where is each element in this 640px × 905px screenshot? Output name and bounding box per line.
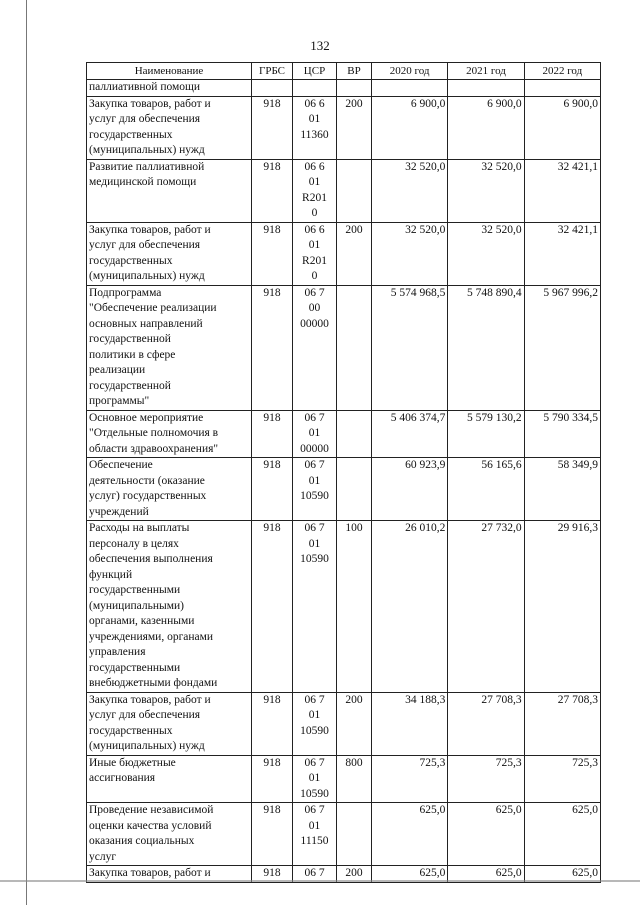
cell-2022: 5 790 334,5 xyxy=(524,410,600,458)
cell-grbs: 918 xyxy=(252,803,293,866)
cell-vr xyxy=(337,285,372,410)
cell-2022: 725,3 xyxy=(524,755,600,803)
cell-2020: 6 900,0 xyxy=(372,96,448,159)
cell-2021 xyxy=(448,80,524,97)
cell-vr xyxy=(337,458,372,521)
cell-vr xyxy=(337,80,372,97)
cell-2020: 625,0 xyxy=(372,803,448,866)
cell-grbs: 918 xyxy=(252,96,293,159)
cell-csr: 06 7 01 11150 xyxy=(293,803,337,866)
cell-grbs: 918 xyxy=(252,692,293,755)
cell-name: Подпрограмма "Обеспечение реализации основных направлений государственной политики в сфере реализации государственной программы" xyxy=(87,285,252,410)
cell-2022: 32 421,1 xyxy=(524,159,600,222)
cell-vr: 200 xyxy=(337,96,372,159)
cell-2021: 625,0 xyxy=(448,803,524,866)
cell-2022: 32 421,1 xyxy=(524,222,600,285)
cell-name: Обеспечение деятельности (оказание услуг) государственных учреждений xyxy=(87,458,252,521)
cell-grbs: 918 xyxy=(252,458,293,521)
cell-2020: 32 520,0 xyxy=(372,222,448,285)
cell-2020: 32 520,0 xyxy=(372,159,448,222)
cell-csr: 06 7 01 10590 xyxy=(293,755,337,803)
table-row xyxy=(87,755,601,803)
table-row xyxy=(87,222,601,285)
cell-2022: 5 967 996,2 xyxy=(524,285,600,410)
cell-2022 xyxy=(524,80,600,97)
cell-csr: 06 7 01 00000 xyxy=(293,410,337,458)
cell-2020: 26 010,2 xyxy=(372,521,448,693)
cell-csr: 06 7 01 10590 xyxy=(293,521,337,693)
cell-2021: 56 165,6 xyxy=(448,458,524,521)
cell-csr: 06 7 00 00000 xyxy=(293,285,337,410)
cell-2022: 625,0 xyxy=(524,866,600,883)
cell-name: Закупка товаров, работ и xyxy=(87,866,252,883)
scan-edge-line xyxy=(26,0,27,905)
cell-name: паллиативной помощи xyxy=(87,80,252,97)
cell-2022: 27 708,3 xyxy=(524,692,600,755)
cell-2021: 725,3 xyxy=(448,755,524,803)
cell-name: Развитие паллиативной медицинской помощи xyxy=(87,159,252,222)
cell-2021: 27 732,0 xyxy=(448,521,524,693)
cell-csr: 06 7 xyxy=(293,866,337,883)
cell-name: Закупка товаров, работ и услуг для обеспечения государственных (муниципальных) нужд xyxy=(87,692,252,755)
cell-name: Иные бюджетные ассигнования xyxy=(87,755,252,803)
cell-name: Расходы на выплаты персоналу в целях обеспечения выполнения функций государственными (муниципальными) органами, казенными учреждениями, органами управления государственными внебюджетными фондами xyxy=(87,521,252,693)
cell-2022: 58 349,9 xyxy=(524,458,600,521)
cell-2021: 6 900,0 xyxy=(448,96,524,159)
cell-csr: 06 6 01 11360 xyxy=(293,96,337,159)
cell-vr: 200 xyxy=(337,866,372,883)
table-row xyxy=(87,458,601,521)
cell-2020: 34 188,3 xyxy=(372,692,448,755)
table-row xyxy=(87,80,601,97)
table-row xyxy=(87,692,601,755)
cell-name: Закупка товаров, работ и услуг для обеспечения государственных (муниципальных) нужд xyxy=(87,222,252,285)
cell-vr: 200 xyxy=(337,222,372,285)
table-row xyxy=(87,96,601,159)
cell-grbs: 918 xyxy=(252,410,293,458)
cell-2021: 5 748 890,4 xyxy=(448,285,524,410)
cell-grbs: 918 xyxy=(252,159,293,222)
table-row xyxy=(87,159,601,222)
cell-csr: 06 7 01 10590 xyxy=(293,692,337,755)
cell-name: Основное мероприятие "Отдельные полномочия в области здравоохранения" xyxy=(87,410,252,458)
table-header xyxy=(87,63,601,80)
header-2020: 2020 год xyxy=(372,63,448,80)
cell-grbs: 918 xyxy=(252,222,293,285)
header-grbs: ГРБС xyxy=(252,63,293,80)
table-row xyxy=(87,410,601,458)
cell-2022: 6 900,0 xyxy=(524,96,600,159)
cell-2020: 625,0 xyxy=(372,866,448,883)
table-body xyxy=(87,80,601,883)
cell-grbs xyxy=(252,80,293,97)
cell-2020 xyxy=(372,80,448,97)
cell-grbs: 918 xyxy=(252,285,293,410)
table-row xyxy=(87,521,601,693)
cell-name: Проведение независимой оценки качества условий оказания социальных услуг xyxy=(87,803,252,866)
cell-vr xyxy=(337,159,372,222)
budget-table xyxy=(86,62,601,883)
cell-csr xyxy=(293,80,337,97)
cell-2021: 32 520,0 xyxy=(448,159,524,222)
cell-csr: 06 6 01 R201 0 xyxy=(293,222,337,285)
cell-2022: 29 916,3 xyxy=(524,521,600,693)
header-2021: 2021 год xyxy=(448,63,524,80)
cell-csr: 06 6 01 R201 0 xyxy=(293,159,337,222)
header-2022: 2022 год xyxy=(524,63,600,80)
scan-bottom-edge xyxy=(0,880,640,882)
cell-2022: 625,0 xyxy=(524,803,600,866)
cell-vr xyxy=(337,803,372,866)
cell-2021: 5 579 130,2 xyxy=(448,410,524,458)
table-row xyxy=(87,285,601,410)
page-number: 132 xyxy=(310,38,330,53)
header-csr: ЦСР xyxy=(293,63,337,80)
cell-vr: 200 xyxy=(337,692,372,755)
cell-2021: 625,0 xyxy=(448,866,524,883)
cell-csr: 06 7 01 10590 xyxy=(293,458,337,521)
cell-vr xyxy=(337,410,372,458)
header-vr: ВР xyxy=(337,63,372,80)
cell-2021: 27 708,3 xyxy=(448,692,524,755)
cell-2020: 5 406 374,7 xyxy=(372,410,448,458)
cell-2021: 32 520,0 xyxy=(448,222,524,285)
cell-name: Закупка товаров, работ и услуг для обеспечения государственных (муниципальных) нужд xyxy=(87,96,252,159)
cell-2020: 5 574 968,5 xyxy=(372,285,448,410)
header-row xyxy=(87,63,601,80)
cell-grbs: 918 xyxy=(252,755,293,803)
cell-vr: 100 xyxy=(337,521,372,693)
header-name: Наименование xyxy=(87,63,252,80)
cell-grbs: 918 xyxy=(252,866,293,883)
cell-grbs: 918 xyxy=(252,521,293,693)
cell-2020: 725,3 xyxy=(372,755,448,803)
cell-2020: 60 923,9 xyxy=(372,458,448,521)
cell-vr: 800 xyxy=(337,755,372,803)
table-row xyxy=(87,803,601,866)
